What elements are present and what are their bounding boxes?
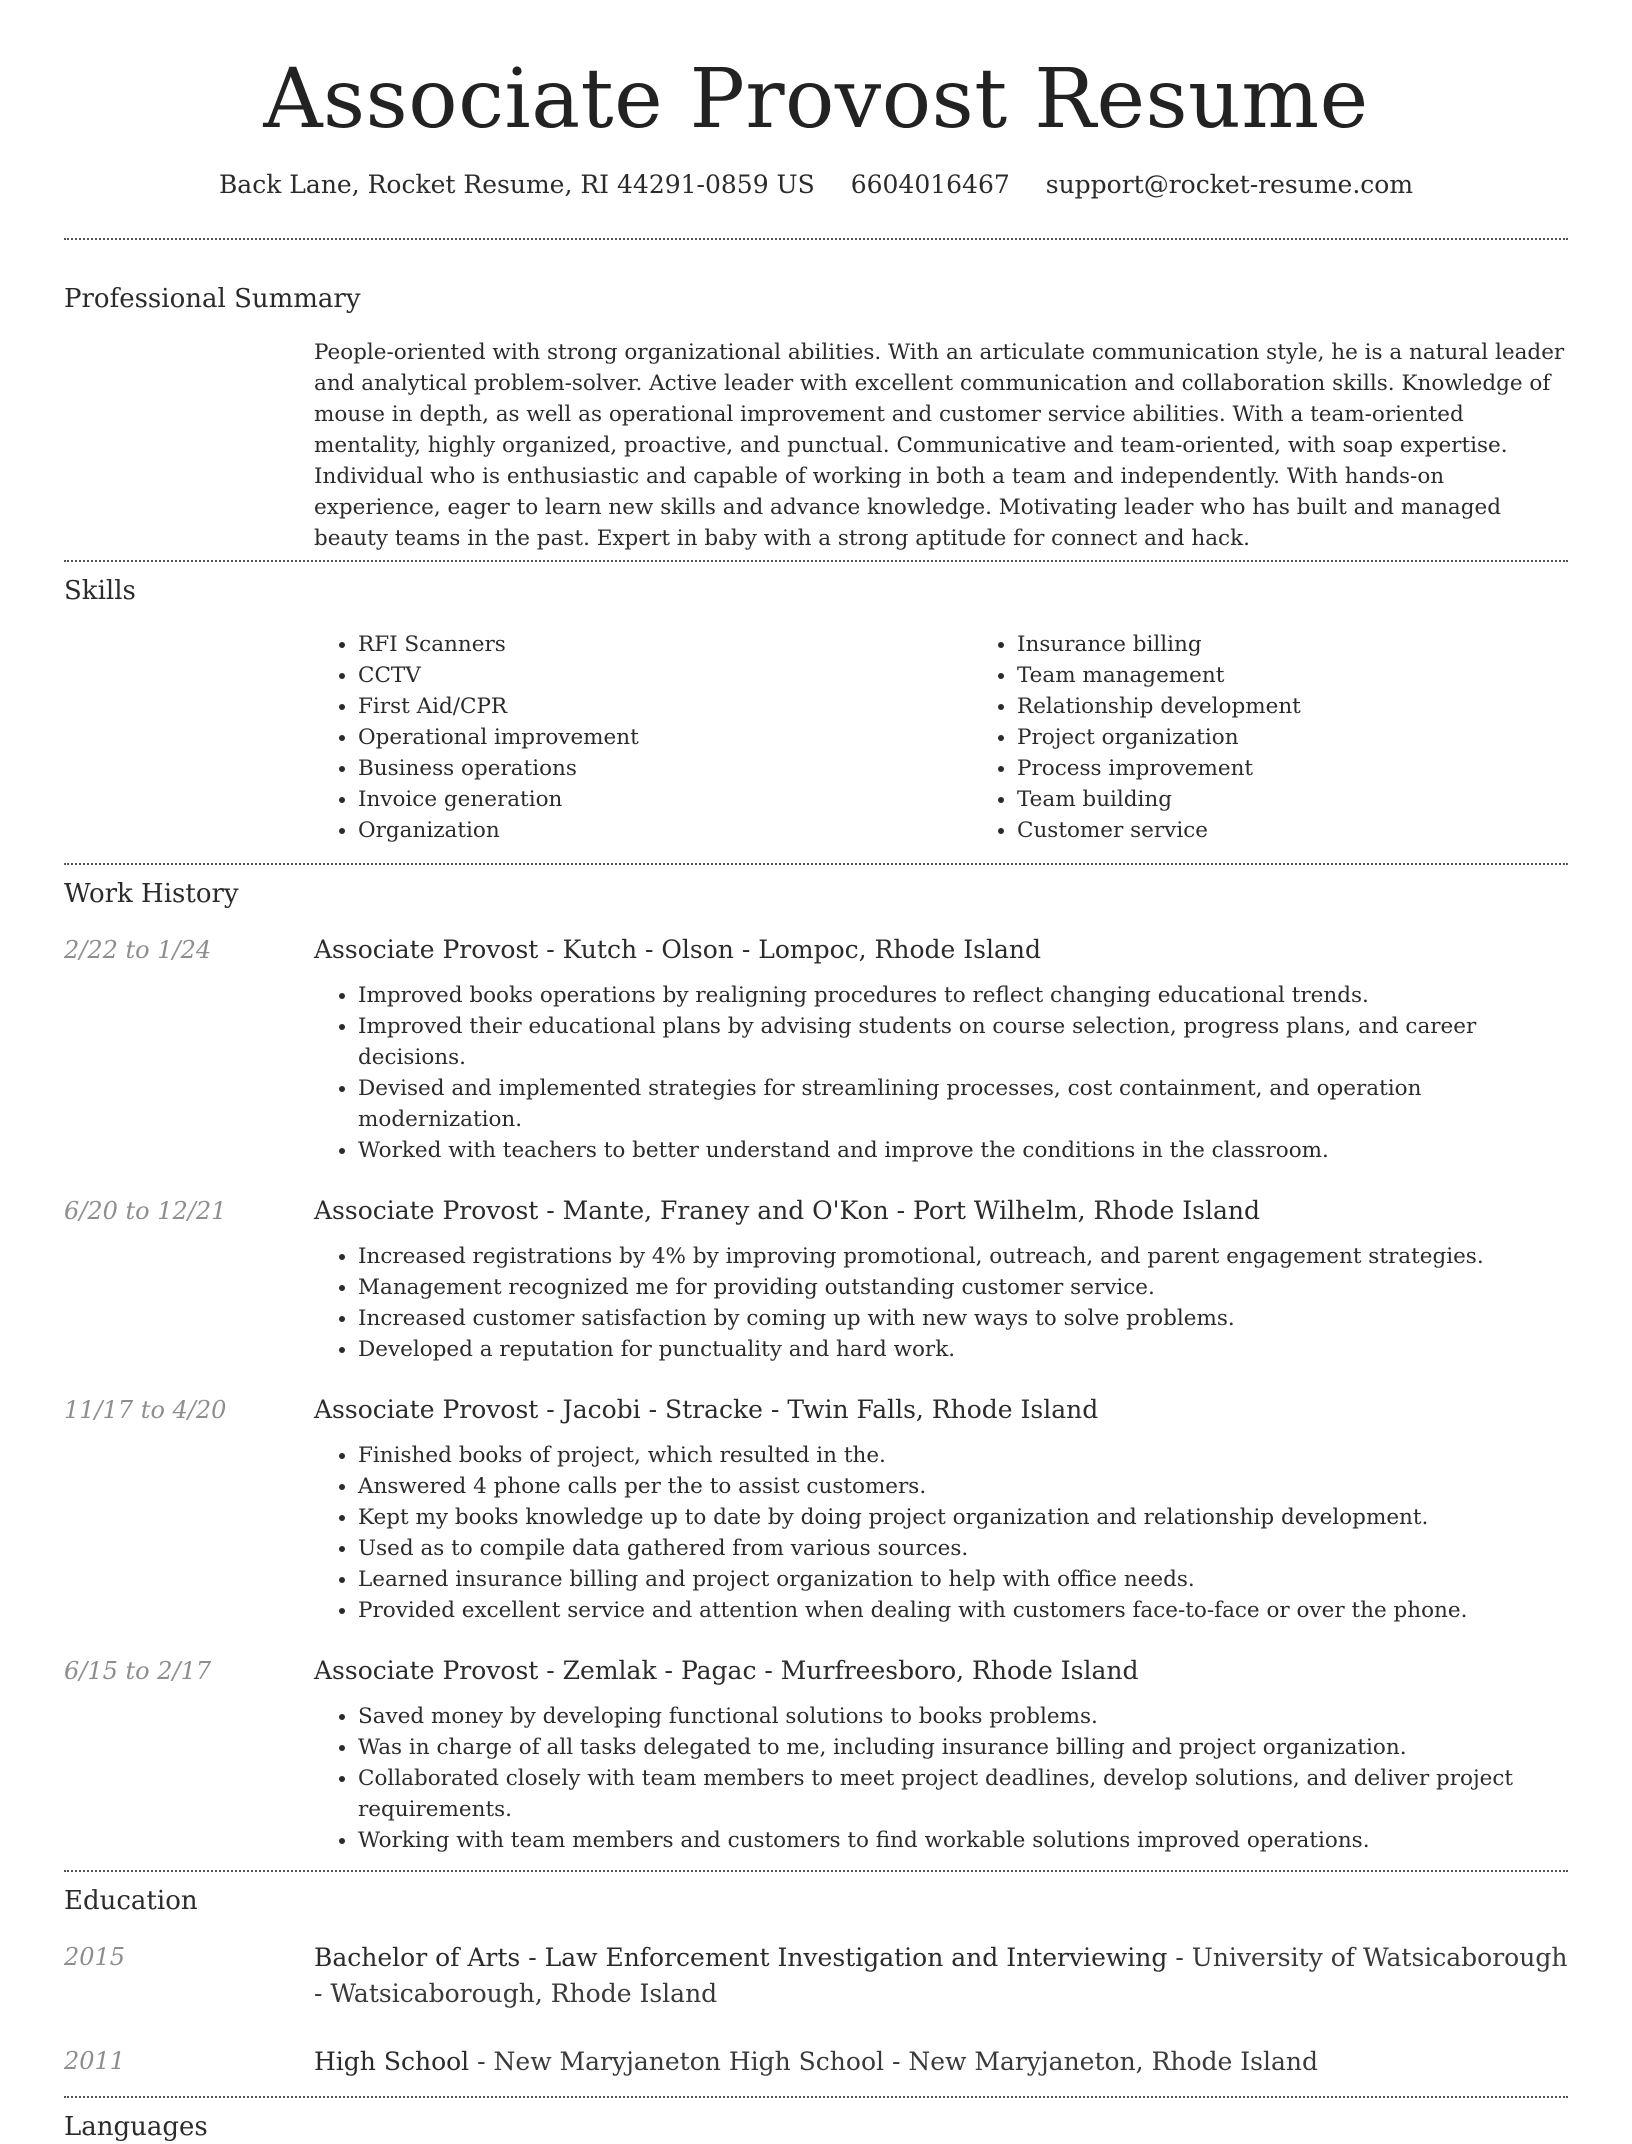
job-bullet: • Developed a reputation for punctuality and hard work. — [358, 1334, 1568, 1365]
education-degree: Bachelor of Arts - Law Enforcement Investigation and Interviewing — [314, 1943, 1168, 1972]
skills-list-left — [314, 629, 973, 846]
job-bullets — [314, 980, 1568, 1166]
skill-item: • Organization — [358, 815, 973, 846]
job-bullets — [314, 1440, 1568, 1626]
job-title — [314, 933, 1568, 967]
summary-heading: Professional Summary — [64, 284, 361, 314]
languages-section — [64, 2098, 1568, 2144]
job-bullet: • Was in charge of all tasks delegated to me, including insurance billing and project organization. — [358, 1732, 1568, 1763]
skill-item: • Customer service — [1017, 815, 1632, 846]
job-employer: - Zemlak - Pagac - Murfreesboro, Rhode Island — [538, 1656, 1139, 1685]
job-employer: - Jacobi - Stracke - Twin Falls, Rhode Island — [538, 1395, 1099, 1424]
job-dates: 6/20 to 12/21 — [64, 1197, 227, 1225]
job-bullet: • Saved money by developing functional solutions to books problems. — [358, 1701, 1568, 1732]
summary-section — [64, 240, 1568, 554]
job-bullet: • Improved books operations by realigning procedures to reflect changing educational trends. — [358, 980, 1568, 1011]
job-title — [314, 1393, 1568, 1427]
education-detail — [314, 2044, 1568, 2080]
skill-item: • Business operations — [358, 753, 973, 784]
skill-item: • Team building — [1017, 784, 1632, 815]
job-role: Associate Provost — [314, 1656, 539, 1685]
job-employer: - Mante, Franey and O'Kon - Port Wilhelm, Rhode Island — [538, 1196, 1260, 1225]
education-year: 2015 — [64, 1943, 126, 1971]
job-bullet: • Answered 4 phone calls per the to assist customers. — [358, 1471, 1568, 1502]
job-role: Associate Provost — [314, 935, 539, 964]
job-bullet: • Kept my books knowledge up to date by doing project organization and relationship development. — [358, 1502, 1568, 1533]
job-bullet: • Collaborated closely with team members to meet project deadlines, develop solutions, and deliver project requirements. — [358, 1763, 1568, 1825]
contact-address: Back Lane, Rocket Resume, RI 44291-0859 US — [218, 170, 815, 199]
resume-title: Associate Provost Resume — [263, 52, 1369, 147]
work-heading: Work History — [64, 879, 239, 909]
job-bullet: • Finished books of project, which resulted in the. — [358, 1440, 1568, 1471]
job-bullet: • Devised and implemented strategies for streamlining processes, cost containment, and operation modernization. — [358, 1073, 1568, 1135]
job-bullets — [314, 1701, 1568, 1856]
education-heading: Education — [64, 1886, 198, 1916]
contact-email: support@rocket-resume.com — [1045, 170, 1414, 199]
summary-spacer — [64, 337, 314, 554]
job-bullet: • Used as to compile data gathered from various sources. — [358, 1533, 1568, 1564]
job-role: Associate Provost — [314, 1395, 539, 1424]
job-bullet: • Management recognized me for providing outstanding customer service. — [358, 1272, 1568, 1303]
job-bullets — [314, 1241, 1568, 1365]
skills-grid — [314, 629, 1632, 846]
skill-item: • Team management — [1017, 660, 1632, 691]
job-dates: 11/17 to 4/20 — [64, 1396, 227, 1424]
education-school: - New Maryjaneton High School - New Maryjaneton, Rhode Island — [469, 2047, 1319, 2076]
job-title — [314, 1654, 1568, 1688]
contact-phone: 6604016467 — [850, 170, 1010, 199]
job-entry — [64, 1194, 1568, 1365]
education-entry — [64, 1940, 1568, 2012]
skill-item: • Process improvement — [1017, 753, 1632, 784]
job-bullet: • Increased registrations by 4% by improving promotional, outreach, and parent engagement strategies. — [358, 1241, 1568, 1272]
skill-item: • Operational improvement — [358, 722, 973, 753]
job-bullet: • Learned insurance billing and project organization to help with office needs. — [358, 1564, 1568, 1595]
job-title — [314, 1194, 1568, 1228]
skills-list-right — [973, 629, 1632, 846]
job-dates: 2/22 to 1/24 — [64, 936, 212, 964]
skill-item: • Project organization — [1017, 722, 1632, 753]
summary-text: People-oriented with strong organizational abilities. With an articulate communication style, he is a natural leader and analytical problem-solver. Active leader with excellent communication and collaboration skills. Knowledge of mouse in depth, as well as operational improvement and customer service abilities. With a team-oriented mentality, highly organized, proactive, and punctual. Communicative and team-oriented, with soap expertise. Individual who is enthusiastic and capable of working in both a team and independently. With hands-on experience, eager to learn new skills and advance knowledge. Motivating leader who has built and managed beauty teams in the past. Expert in baby with a strong aptitude for connect and hack. — [314, 340, 1565, 551]
job-entry — [64, 1654, 1568, 1856]
job-bullet: • Improved their educational plans by advising students on course selection, progress plans, and career decisions. — [358, 1011, 1568, 1073]
work-section — [64, 865, 1568, 1856]
education-section — [64, 1872, 1568, 2080]
education-degree: High School — [314, 2047, 470, 2076]
job-bullet: • Worked with teachers to better understand and improve the conditions in the classroom. — [358, 1135, 1568, 1166]
job-dates: 6/15 to 2/17 — [64, 1657, 212, 1685]
job-entry — [64, 1393, 1568, 1626]
education-detail — [314, 1940, 1568, 2012]
job-role: Associate Provost — [314, 1196, 539, 1225]
skill-item: • RFI Scanners — [358, 629, 973, 660]
skill-item: • Invoice generation — [358, 784, 973, 815]
skill-item: • CCTV — [358, 660, 973, 691]
contact-line — [64, 168, 1568, 202]
skill-item: • Insurance billing — [1017, 629, 1632, 660]
job-bullet: • Increased customer satisfaction by coming up with new ways to solve problems. — [358, 1303, 1568, 1334]
languages-heading: Languages — [64, 2112, 208, 2142]
education-year: 2011 — [64, 2047, 126, 2075]
skills-spacer — [64, 629, 314, 846]
job-bullet: • Working with team members and customers to find workable solutions improved operations. — [358, 1825, 1568, 1856]
job-bullet: • Provided excellent service and attention when dealing with customers face-to-face or over the phone. — [358, 1595, 1568, 1626]
skill-item: • First Aid/CPR — [358, 691, 973, 722]
education-school: - University of Watsicaborough - Watsicaborough, Rhode Island — [314, 1943, 1568, 2008]
job-entry — [64, 933, 1568, 1166]
education-entry — [64, 2044, 1568, 2080]
skills-section — [64, 562, 1568, 846]
job-employer: - Kutch - Olson - Lompoc, Rhode Island — [538, 935, 1041, 964]
skills-heading: Skills — [64, 576, 136, 606]
skill-item: • Relationship development — [1017, 691, 1632, 722]
